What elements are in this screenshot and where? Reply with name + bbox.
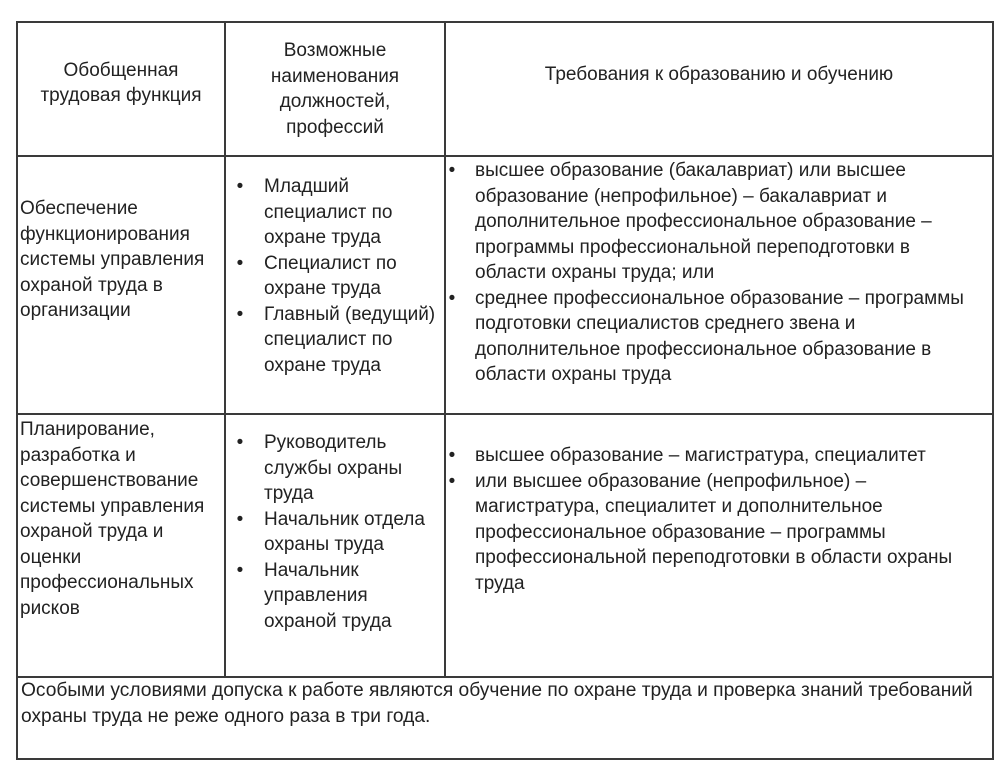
positions-cell	[225, 414, 445, 677]
position-text: Младший специалист по охране труда	[264, 176, 393, 248]
header-function	[17, 22, 225, 156]
requirement-text: высшее образование – магистратура, специалитет	[475, 445, 926, 466]
footer-note: Особыми условиями допуска к работе являются обучение по охране труда и проверка знаний требований охраны труда не реже одного раза в три года.	[21, 680, 973, 727]
footer-cell	[17, 677, 993, 759]
requirement-text: высшее образование (бакалавриат) или высшее образование (непрофильное) – бакалавриат и дополнительное профессиональное образование – программы профессиональной переподготовки в области охраны труда; или	[475, 160, 932, 283]
requirements-table	[16, 21, 994, 760]
list-item	[446, 286, 984, 388]
bullet-icon: •	[448, 287, 456, 309]
list-item	[226, 430, 444, 507]
table-row	[17, 156, 993, 414]
list-item	[446, 158, 984, 286]
positions-cell	[225, 156, 445, 414]
positions-list	[226, 415, 444, 634]
header-requirements-text: Требования к образованию и обучению	[544, 64, 894, 86]
requirement-text: или высшее образование (непрофильное) – магистратура, специалитет и дополнительное профессиональное образование – программы профессиональной переподготовки в области охраны труда	[475, 470, 953, 594]
list-item	[446, 443, 984, 469]
list-item	[226, 251, 444, 302]
bullet-icon: •	[236, 432, 244, 453]
bullet-icon: •	[236, 303, 244, 325]
list-item	[226, 558, 444, 635]
footer-row	[17, 677, 993, 759]
function-text: Обеспечение функционирования системы управления охраной труда в организации	[20, 198, 205, 321]
bullet-icon: •	[236, 252, 244, 274]
bullet-icon: •	[448, 470, 456, 492]
position-text: Руководитель службы охраны труда	[264, 432, 403, 504]
bullet-icon: •	[236, 559, 244, 581]
bullet-icon: •	[236, 508, 244, 530]
requirements-list	[446, 415, 992, 596]
function-text: Планирование, разработка и совершенствование системы управления охраной труда и оценки профессиональных рисков	[20, 419, 205, 619]
list-item	[226, 174, 444, 251]
table-row	[17, 414, 993, 677]
position-text: Начальник управления охраной труда	[264, 559, 392, 632]
header-positions	[225, 22, 445, 156]
positions-list	[226, 157, 444, 378]
requirements-cell	[445, 156, 993, 414]
header-function-text: Обобщенная трудовая функция	[40, 59, 202, 106]
position-text: Начальник отдела охраны труда	[264, 508, 425, 555]
position-text: Главный (ведущий) специалист по охране труда	[264, 303, 436, 376]
header-positions-text: Возможные наименования должностей, профессий	[270, 40, 400, 138]
position-text: Специалист по охране труда	[264, 252, 397, 299]
bullet-icon: •	[236, 176, 244, 197]
requirements-list	[446, 157, 992, 388]
function-cell	[17, 156, 225, 414]
list-item	[226, 302, 444, 379]
list-item	[446, 469, 984, 597]
header-row	[17, 22, 993, 156]
bullet-icon: •	[448, 445, 456, 466]
bullet-icon: •	[448, 160, 456, 181]
header-requirements	[445, 22, 993, 156]
function-cell	[17, 414, 225, 677]
requirement-text: среднее профессиональное образование – программы подготовки специалистов среднего звена и дополнительное профессиональное образование в области охраны труда	[475, 287, 964, 385]
requirements-cell	[445, 414, 993, 677]
list-item	[226, 507, 444, 558]
